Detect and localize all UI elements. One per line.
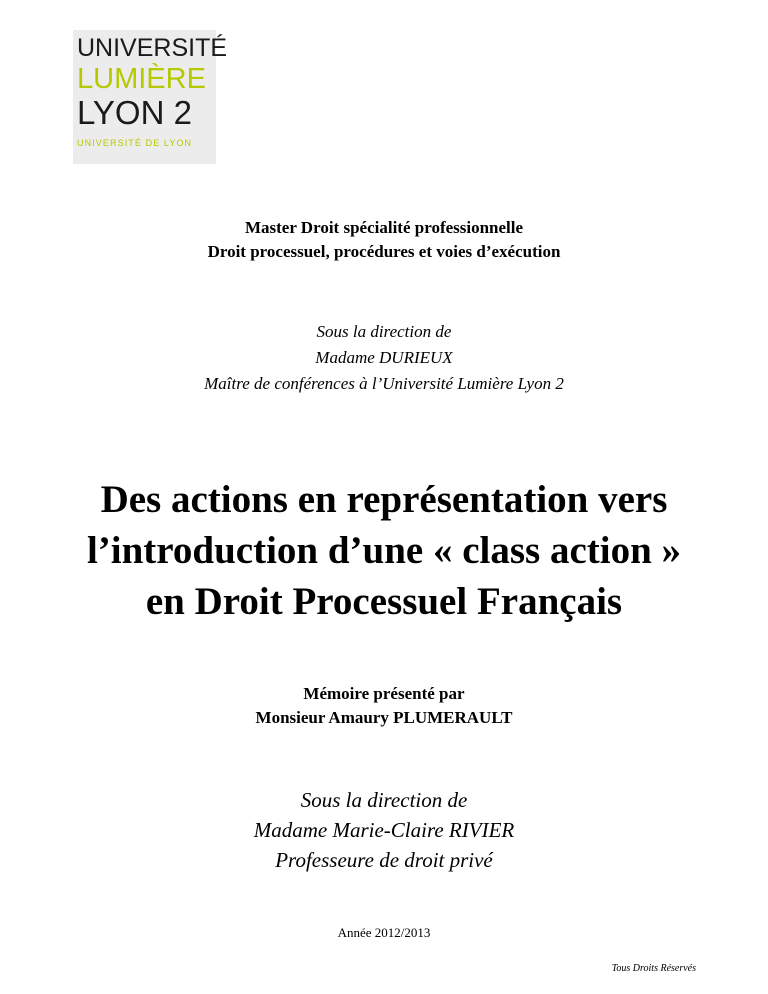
logo-line-lyon2: LYON 2 xyxy=(77,94,192,131)
presented-by-label: Mémoire présenté par xyxy=(303,684,465,703)
program-director-name: Madame DURIEUX xyxy=(315,348,453,367)
supervisor-title: Professeure de droit privé xyxy=(275,848,493,872)
program-director-title: Maître de conférences à l’Université Lumière Lyon 2 xyxy=(204,374,564,393)
program-direction-label: Sous la direction de xyxy=(316,322,452,341)
logo-line-universite: UNIVERSITÉ xyxy=(77,34,228,62)
university-logo xyxy=(73,30,228,164)
master-specialty: Droit processuel, procédures et voies d’exécution xyxy=(207,242,561,261)
thesis-title xyxy=(0,474,768,627)
program-direction xyxy=(0,319,768,397)
thesis-title-line-2: l’introduction d’une « class action » xyxy=(86,529,682,572)
supervisor-name: Madame Marie-Claire RIVIER xyxy=(253,818,515,842)
thesis-title-line-1: Des actions en représentation vers xyxy=(100,478,668,521)
rights-notice: Tous Droits Réservés xyxy=(611,963,696,974)
master-program xyxy=(0,216,768,264)
logo-line-universite-de-lyon: UNIVERSITÉ DE LYON xyxy=(77,138,193,148)
author-name: Monsieur Amaury PLUMERAULT xyxy=(255,708,513,727)
master-degree: Master Droit spécialité professionnelle xyxy=(244,218,524,237)
author-block xyxy=(0,682,768,730)
logo-line-lumiere: LUMIÈRE xyxy=(77,63,206,95)
thesis-supervision xyxy=(0,785,768,875)
academic-year: Année 2012/2013 xyxy=(337,925,431,940)
supervision-label: Sous la direction de xyxy=(300,788,468,812)
thesis-title-line-3: en Droit Processuel Français xyxy=(145,580,623,623)
